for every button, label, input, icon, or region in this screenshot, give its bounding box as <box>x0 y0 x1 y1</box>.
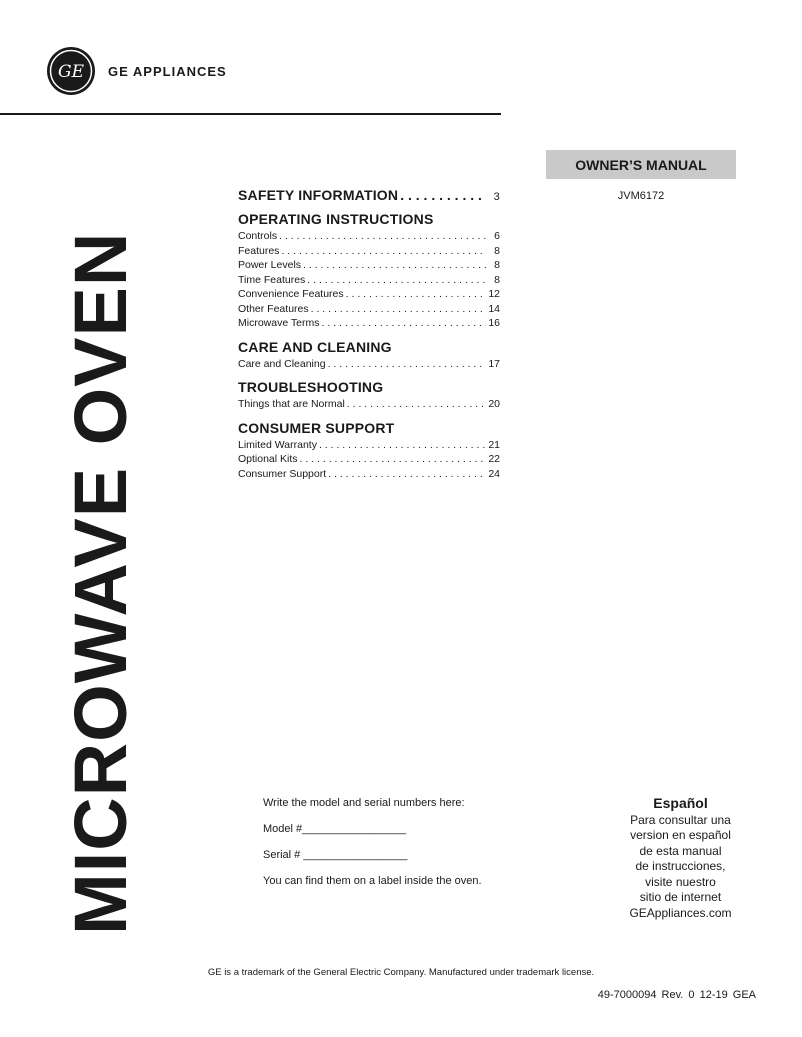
toc-label: Care and Cleaning <box>238 357 326 370</box>
toc-label: Controls <box>238 230 278 242</box>
toc-leader <box>303 258 486 273</box>
spanish-notice-link[interactable]: GEAppliances.com <box>629 905 732 920</box>
toc-label: Microwave Terms <box>238 317 320 329</box>
toc-entry[interactable] <box>238 302 500 317</box>
toc-heading[interactable]: CONSUMER SUPPORT <box>238 419 395 436</box>
toc-entry[interactable] <box>238 467 500 482</box>
toc-leader <box>300 452 486 467</box>
spanish-notice-line: version en español <box>630 828 731 842</box>
table-of-contents <box>238 187 500 489</box>
toc-page: 14 <box>488 302 500 315</box>
toc-page: 21 <box>488 438 500 451</box>
toc-page: 17 <box>488 357 500 370</box>
toc-leader <box>328 467 486 482</box>
toc-entry[interactable] <box>238 244 500 259</box>
toc-heading[interactable]: TROUBLESHOOTING <box>238 379 384 395</box>
toc-leader <box>311 302 486 317</box>
toc-page: 16 <box>488 317 500 329</box>
spanish-notice-line: de instrucciones, <box>635 859 726 873</box>
model-serial-record <box>263 796 483 900</box>
toc-leader <box>346 287 486 302</box>
model-code: JVM6172 <box>617 190 665 202</box>
toc-page: 24 <box>488 467 500 480</box>
ge-monogram-icon <box>46 46 96 96</box>
toc-entry-safety-information[interactable] <box>238 187 500 203</box>
toc-page: 8 <box>494 273 500 286</box>
trademark-notice: GE is a trademark of the General Electric Company. Manufactured under trademark license. <box>207 967 595 978</box>
toc-page: 8 <box>494 259 500 271</box>
record-intro: Write the model and serial numbers here: <box>263 797 465 809</box>
toc-entry[interactable] <box>238 273 500 288</box>
toc-page: 22 <box>488 453 500 465</box>
toc-section-safety <box>238 187 500 203</box>
toc-leader <box>307 273 486 288</box>
toc-entry[interactable] <box>238 357 500 372</box>
record-note: You can find them on a label inside the oven. <box>263 875 482 887</box>
toc-page: 8 <box>494 244 500 257</box>
toc-label: Power Levels <box>238 259 302 271</box>
toc-heading: SAFETY INFORMATION <box>238 187 399 203</box>
toc-page: 12 <box>488 288 500 300</box>
toc-leader <box>322 316 487 331</box>
toc-entry[interactable] <box>238 438 500 453</box>
toc-leader <box>400 187 486 203</box>
toc-label: Optional Kits <box>238 453 298 465</box>
toc-label: Convenience Features <box>238 288 344 300</box>
vertical-title: MICROWAVE OVEN <box>59 231 142 935</box>
toc-entry[interactable] <box>238 316 500 331</box>
toc-entry[interactable] <box>238 397 500 412</box>
toc-label: Consumer Support <box>238 467 327 480</box>
header-rule <box>0 113 501 115</box>
toc-page: 3 <box>493 191 500 203</box>
toc-leader <box>347 397 486 412</box>
spanish-notice-line: visite nuestro <box>645 874 716 889</box>
spanish-notice-line: de esta manual <box>639 843 722 858</box>
toc-leader <box>281 244 486 259</box>
toc-page: 6 <box>494 230 500 242</box>
spanish-notice <box>608 796 753 921</box>
toc-entry[interactable] <box>238 229 500 244</box>
spanish-notice-line: Para consultar una <box>630 812 731 827</box>
toc-section-care <box>238 339 500 372</box>
toc-section-operating <box>238 211 500 331</box>
toc-entry[interactable] <box>238 287 500 302</box>
toc-heading[interactable]: CARE AND CLEANING <box>238 338 392 355</box>
toc-label: Limited Warranty <box>238 438 317 451</box>
owners-manual-badge <box>546 150 736 179</box>
logo-text: GE <box>58 62 84 82</box>
toc-heading[interactable]: OPERATING INSTRUCTIONS <box>238 211 434 227</box>
toc-entry[interactable] <box>238 258 500 273</box>
toc-label: Time Features <box>238 273 306 286</box>
toc-entry[interactable] <box>238 452 500 467</box>
toc-leader <box>319 438 486 453</box>
serial-number-line: Serial # _________________ <box>263 849 408 861</box>
document-number: 49-7000094 Rev. 0 12-19 GEA <box>597 989 756 1001</box>
owners-manual-label: OWNER’S MANUAL <box>575 156 707 173</box>
toc-page: 20 <box>488 398 500 410</box>
toc-label: Features <box>238 244 280 257</box>
spanish-notice-line: sitio de internet <box>639 890 722 904</box>
model-number-line: Model #_________________ <box>263 823 407 835</box>
toc-label: Other Features <box>238 302 309 315</box>
toc-leader <box>328 357 486 372</box>
brand-name: GE APPLIANCES <box>108 64 227 79</box>
toc-label: Things that are Normal <box>238 398 345 410</box>
toc-section-troubleshooting <box>238 379 500 412</box>
toc-leader <box>279 229 486 244</box>
spanish-notice-title: Español <box>653 795 708 811</box>
toc-section-consumer-support <box>238 420 500 482</box>
